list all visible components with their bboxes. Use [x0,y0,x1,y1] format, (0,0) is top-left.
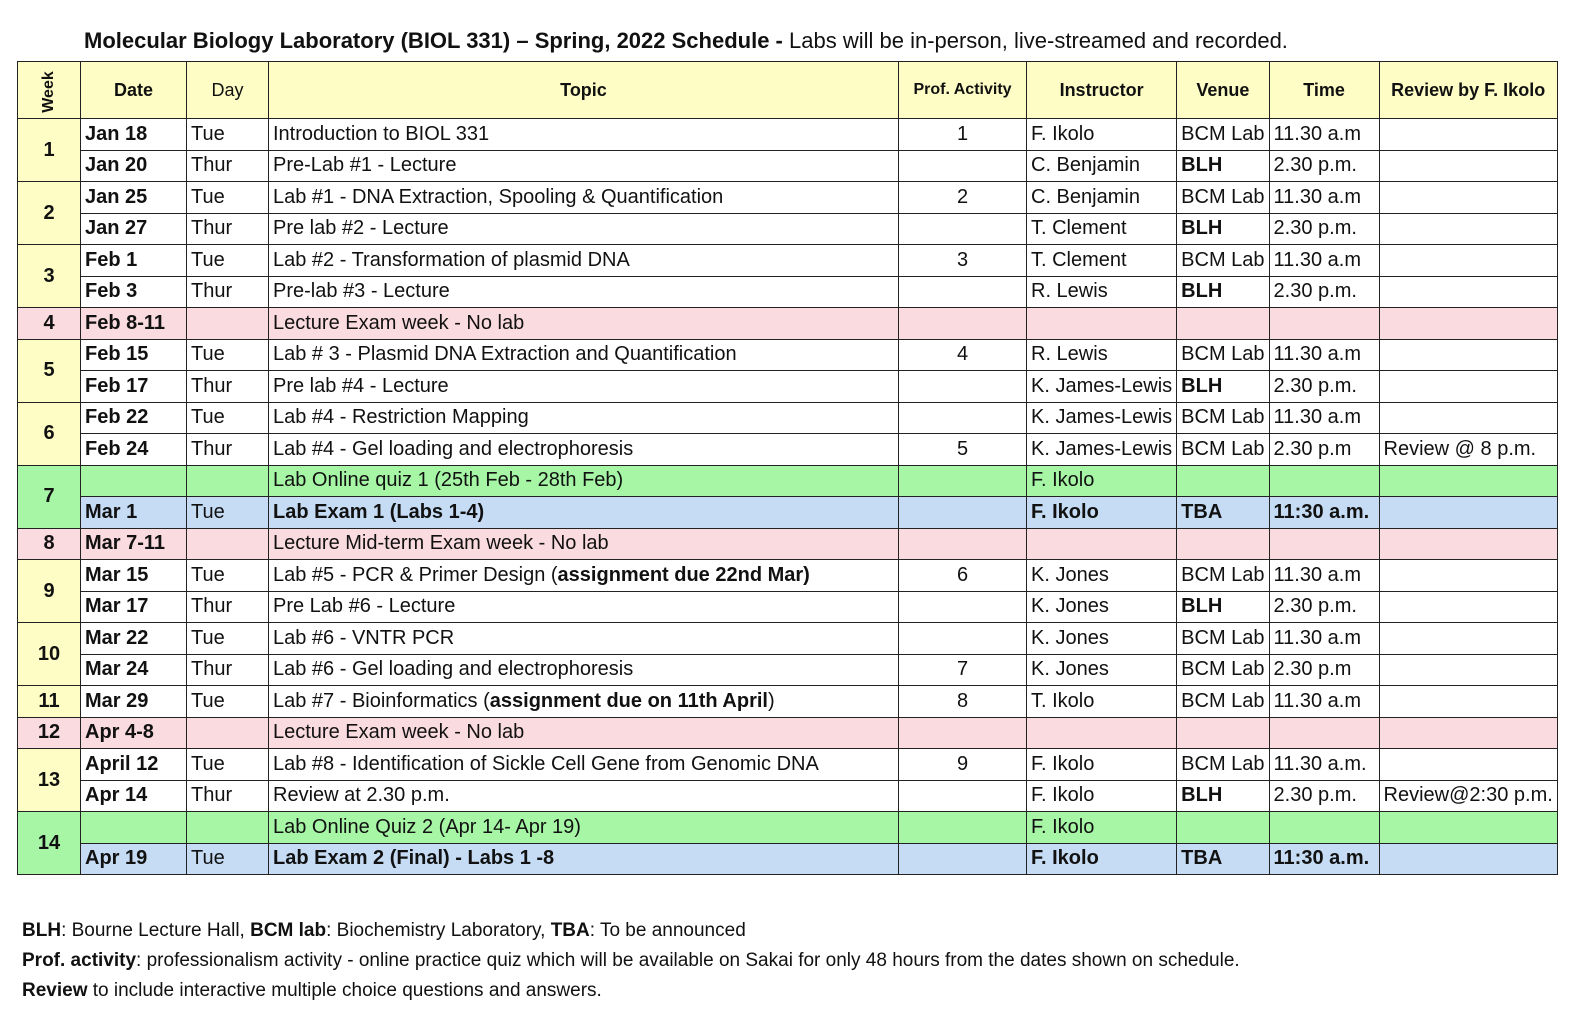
topic-cell: Lab #6 - Gel loading and electrophoresis [269,654,899,686]
review-cell [1379,276,1557,308]
week-cell: 9 [18,560,81,623]
table-row [18,119,1558,151]
header-instructor: Instructor [1027,62,1177,119]
venue-cell: BCM Lab [1177,654,1269,686]
review-cell [1379,150,1557,182]
table-row [18,623,1558,655]
table-row [18,812,1558,844]
instructor-cell: F. Ikolo [1027,119,1177,151]
day-cell [187,308,269,340]
venue-cell [1177,528,1269,560]
review-cell [1379,245,1557,277]
topic-cell: Lecture Exam week - No lab [269,308,899,340]
prof-activity-cell [899,465,1027,497]
topic-cell: Review at 2.30 p.m. [269,780,899,812]
topic-cell: Lab #4 - Restriction Mapping [269,402,899,434]
venue-cell [1177,812,1269,844]
review-cell [1379,213,1557,245]
day-cell: Thur [187,371,269,403]
instructor-cell: F. Ikolo [1027,749,1177,781]
date-cell: Mar 22 [81,623,187,655]
header-prof-activity: Prof. Activity [899,62,1027,119]
prof-activity-cell: 1 [899,119,1027,151]
review-cell [1379,717,1557,749]
review-cell [1379,654,1557,686]
day-cell: Tue [187,119,269,151]
week-cell: 4 [18,308,81,340]
prof-activity-cell: 2 [899,182,1027,214]
venue-cell [1177,465,1269,497]
table-row [18,749,1558,781]
table-row [18,434,1558,466]
time-cell [1269,812,1379,844]
header-topic: Topic [269,62,899,119]
review-cell [1379,560,1557,592]
table-row [18,654,1558,686]
date-cell: Feb 15 [81,339,187,371]
review-cell [1379,686,1557,718]
venue-cell: BCM Lab [1177,560,1269,592]
time-cell: 11.30 a.m [1269,402,1379,434]
review-cell [1379,182,1557,214]
time-cell: 2.30 p.m. [1269,150,1379,182]
venue-cell: BLH [1177,780,1269,812]
instructor-cell: T. Clement [1027,245,1177,277]
topic-cell: Pre lab #4 - Lecture [269,371,899,403]
prof-activity-cell: 7 [899,654,1027,686]
instructor-cell [1027,308,1177,340]
venue-cell: BCM Lab [1177,623,1269,655]
topic-cell: Lab #1 - DNA Extraction, Spooling & Quantification [269,182,899,214]
instructor-cell: K. Jones [1027,591,1177,623]
date-cell: Mar 24 [81,654,187,686]
time-cell: 11.30 a.m [1269,245,1379,277]
prof-activity-cell [899,402,1027,434]
prof-activity-cell [899,371,1027,403]
time-cell: 2.30 p.m. [1269,780,1379,812]
review-cell [1379,528,1557,560]
prof-activity-cell [899,213,1027,245]
header-date: Date [81,62,187,119]
review-cell: Review@2:30 p.m. [1379,780,1557,812]
week-cell: 14 [18,812,81,875]
topic-cell: Lab #7 - Bioinformatics (assignment due on 11th April) [269,686,899,718]
table-row [18,402,1558,434]
day-cell: Tue [187,497,269,529]
table-row [18,213,1558,245]
topic-cell: Lecture Exam week - No lab [269,717,899,749]
day-cell: Thur [187,434,269,466]
topic-cell: Lab #6 - VNTR PCR [269,623,899,655]
venue-cell: TBA [1177,497,1269,529]
date-cell [81,465,187,497]
date-cell: Jan 20 [81,150,187,182]
venue-cell [1177,717,1269,749]
venue-cell: BCM Lab [1177,402,1269,434]
date-cell: Jan 18 [81,119,187,151]
prof-activity-cell [899,497,1027,529]
time-cell: 2.30 p.m. [1269,276,1379,308]
date-cell: Feb 8-11 [81,308,187,340]
venue-cell: BLH [1177,150,1269,182]
time-cell: 11.30 a.m [1269,339,1379,371]
week-cell: 3 [18,245,81,308]
day-cell: Thur [187,150,269,182]
venue-cell: BCM Lab [1177,434,1269,466]
table-row [18,591,1558,623]
venue-cell: BLH [1177,213,1269,245]
instructor-cell: K. James-Lewis [1027,402,1177,434]
prof-activity-cell [899,150,1027,182]
date-cell: Feb 22 [81,402,187,434]
topic-cell: Introduction to BIOL 331 [269,119,899,151]
instructor-cell: F. Ikolo [1027,465,1177,497]
table-row [18,497,1558,529]
prof-activity-cell: 4 [899,339,1027,371]
day-cell: Tue [187,749,269,781]
venue-cell: BCM Lab [1177,339,1269,371]
time-cell: 2.30 p.m. [1269,213,1379,245]
date-cell: April 12 [81,749,187,781]
day-cell: Tue [187,623,269,655]
instructor-cell: F. Ikolo [1027,812,1177,844]
instructor-cell: C. Benjamin [1027,150,1177,182]
topic-cell: Lab #2 - Transformation of plasmid DNA [269,245,899,277]
date-cell: Apr 4-8 [81,717,187,749]
date-cell: Mar 17 [81,591,187,623]
prof-activity-cell: 3 [899,245,1027,277]
time-cell: 2.30 p.m. [1269,371,1379,403]
table-row [18,528,1558,560]
header-time: Time [1269,62,1379,119]
review-cell [1379,623,1557,655]
day-cell [187,528,269,560]
week-cell: 8 [18,528,81,560]
day-cell: Thur [187,591,269,623]
week-cell: 7 [18,465,81,528]
table-row [18,308,1558,340]
time-cell [1269,717,1379,749]
prof-activity-cell: 8 [899,686,1027,718]
header-row [18,62,1558,119]
topic-cell: Lab Exam 2 (Final) - Labs 1 -8 [269,843,899,875]
notes-line-abbreviations: BLH: Bourne Lecture Hall, BCM lab: Biochemistry Laboratory, TBA: To be announced [22,920,746,941]
review-cell [1379,308,1557,340]
review-cell [1379,465,1557,497]
date-cell [81,812,187,844]
venue-cell: BCM Lab [1177,686,1269,718]
legend-notes [22,916,1240,1006]
review-cell [1379,497,1557,529]
header-day: Day [187,62,269,119]
instructor-cell [1027,528,1177,560]
topic-cell: Lab #8 - Identification of Sickle Cell Gene from Genomic DNA [269,749,899,781]
day-cell: Tue [187,686,269,718]
prof-activity-cell: 9 [899,749,1027,781]
venue-cell: BCM Lab [1177,119,1269,151]
week-cell: 6 [18,402,81,465]
notes-line-prof-activity: Prof. activity: professionalism activity - online practice quiz which will be available on Sakai for only 48 hours from the dates shown on schedule. [22,950,1240,971]
header-review: Review by F. Ikolo [1379,62,1557,119]
week-cell: 2 [18,182,81,245]
review-cell [1379,119,1557,151]
date-cell: Apr 14 [81,780,187,812]
table-row [18,717,1558,749]
table-row [18,780,1558,812]
day-cell [187,717,269,749]
instructor-cell: K. Jones [1027,560,1177,592]
time-cell: 11.30 a.m [1269,182,1379,214]
day-cell: Thur [187,276,269,308]
instructor-cell: F. Ikolo [1027,780,1177,812]
time-cell [1269,465,1379,497]
time-cell: 2.30 p.m [1269,434,1379,466]
time-cell: 11:30 a.m. [1269,497,1379,529]
prof-activity-cell [899,780,1027,812]
day-cell: Thur [187,654,269,686]
date-cell: Apr 19 [81,843,187,875]
instructor-cell: K. Jones [1027,654,1177,686]
time-cell: 11:30 a.m. [1269,843,1379,875]
venue-cell: BLH [1177,371,1269,403]
header-venue: Venue [1177,62,1269,119]
instructor-cell: F. Ikolo [1027,843,1177,875]
table-row [18,339,1558,371]
instructor-cell: K. Jones [1027,623,1177,655]
day-cell: Tue [187,402,269,434]
week-cell: 12 [18,717,81,749]
prof-activity-cell [899,591,1027,623]
instructor-cell: C. Benjamin [1027,182,1177,214]
time-cell: 11.30 a.m [1269,560,1379,592]
topic-cell: Lab #5 - PCR & Primer Design (assignment due 22nd Mar) [269,560,899,592]
date-cell: Feb 24 [81,434,187,466]
day-cell: Tue [187,339,269,371]
day-cell: Tue [187,843,269,875]
date-cell: Mar 15 [81,560,187,592]
review-cell [1379,339,1557,371]
venue-cell: BCM Lab [1177,749,1269,781]
instructor-cell: T. Clement [1027,213,1177,245]
date-cell: Feb 17 [81,371,187,403]
venue-cell: BCM Lab [1177,182,1269,214]
notes-line-review: Review to include interactive multiple choice questions and answers. [22,980,602,1001]
day-cell: Thur [187,780,269,812]
venue-cell [1177,308,1269,340]
title-main: Molecular Biology Laboratory (BIOL 331) – Spring, 2022 Schedule - [84,28,789,53]
week-cell: 13 [18,749,81,812]
date-cell: Mar 7-11 [81,528,187,560]
day-cell: Tue [187,245,269,277]
day-cell: Tue [187,560,269,592]
table-row [18,686,1558,718]
table-row [18,465,1558,497]
week-cell: 11 [18,686,81,718]
day-cell [187,812,269,844]
topic-cell: Pre lab #2 - Lecture [269,213,899,245]
prof-activity-cell [899,843,1027,875]
review-cell [1379,843,1557,875]
schedule-table [17,61,1558,875]
prof-activity-cell [899,276,1027,308]
date-cell: Mar 29 [81,686,187,718]
topic-cell: Lab Online Quiz 2 (Apr 14- Apr 19) [269,812,899,844]
table-row [18,245,1558,277]
venue-cell: BCM Lab [1177,245,1269,277]
week-cell: 10 [18,623,81,686]
venue-cell: BLH [1177,276,1269,308]
prof-activity-cell [899,623,1027,655]
instructor-cell: F. Ikolo [1027,497,1177,529]
table-row [18,150,1558,182]
instructor-cell: K. James-Lewis [1027,434,1177,466]
week-cell: 5 [18,339,81,402]
time-cell [1269,308,1379,340]
time-cell: 11.30 a.m [1269,119,1379,151]
time-cell: 2.30 p.m. [1269,591,1379,623]
table-row [18,276,1558,308]
review-cell [1379,371,1557,403]
page-title [84,28,1288,54]
review-cell [1379,812,1557,844]
date-cell: Jan 25 [81,182,187,214]
topic-cell: Lab Exam 1 (Labs 1-4) [269,497,899,529]
instructor-cell: R. Lewis [1027,276,1177,308]
day-cell: Tue [187,182,269,214]
time-cell: 11.30 a.m [1269,686,1379,718]
review-cell [1379,402,1557,434]
topic-cell: Pre Lab #6 - Lecture [269,591,899,623]
day-cell: Thur [187,213,269,245]
topic-cell: Lecture Mid-term Exam week - No lab [269,528,899,560]
venue-cell: BLH [1177,591,1269,623]
prof-activity-cell: 6 [899,560,1027,592]
date-cell: Jan 27 [81,213,187,245]
table-row [18,560,1558,592]
instructor-cell: T. Ikolo [1027,686,1177,718]
time-cell: 11.30 a.m. [1269,749,1379,781]
time-cell: 11.30 a.m [1269,623,1379,655]
date-cell: Mar 1 [81,497,187,529]
date-cell: Feb 3 [81,276,187,308]
topic-cell: Lab #4 - Gel loading and electrophoresis [269,434,899,466]
topic-cell: Lab Online quiz 1 (25th Feb - 28th Feb) [269,465,899,497]
title-subtitle: Labs will be in-person, live-streamed and recorded. [789,28,1288,53]
prof-activity-cell [899,308,1027,340]
table-row [18,371,1558,403]
topic-cell: Pre-Lab #1 - Lecture [269,150,899,182]
venue-cell: TBA [1177,843,1269,875]
prof-activity-cell [899,528,1027,560]
date-cell: Feb 1 [81,245,187,277]
instructor-cell: R. Lewis [1027,339,1177,371]
header-week: Week [18,62,81,119]
review-cell: Review @ 8 p.m. [1379,434,1557,466]
time-cell: 2.30 p.m [1269,654,1379,686]
table-row [18,182,1558,214]
day-cell [187,465,269,497]
instructor-cell [1027,717,1177,749]
time-cell [1269,528,1379,560]
prof-activity-cell [899,812,1027,844]
topic-cell: Lab # 3 - Plasmid DNA Extraction and Quantification [269,339,899,371]
prof-activity-cell [899,717,1027,749]
table-row [18,843,1558,875]
week-cell: 1 [18,119,81,182]
review-cell [1379,749,1557,781]
topic-cell: Pre-lab #3 - Lecture [269,276,899,308]
review-cell [1379,591,1557,623]
prof-activity-cell: 5 [899,434,1027,466]
instructor-cell: K. James-Lewis [1027,371,1177,403]
